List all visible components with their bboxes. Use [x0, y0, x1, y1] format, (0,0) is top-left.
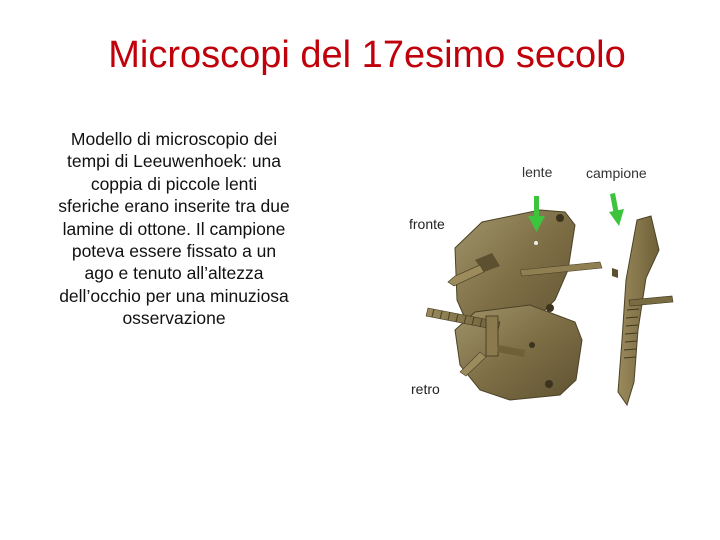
- label-campione: campione: [586, 165, 647, 181]
- label-lente: lente: [522, 164, 553, 180]
- description-text: Modello di microscopio dei tempi di Leeuwenhoek: una coppia di piccole lenti sferiche erano inserite tra due lamine di ottone. Il campione poteva essere fissato a un ago e tenuto all’altezza dell’occhio per una minuziosa osservazione: [58, 129, 290, 329]
- back-plate: [426, 305, 582, 400]
- label-retro: retro: [411, 381, 440, 397]
- label-fronte: fronte: [409, 216, 445, 232]
- arrow-campione-icon: [609, 193, 624, 226]
- slide-title: Microscopi del 17esimo secolo: [108, 34, 626, 76]
- side-view: [612, 216, 673, 405]
